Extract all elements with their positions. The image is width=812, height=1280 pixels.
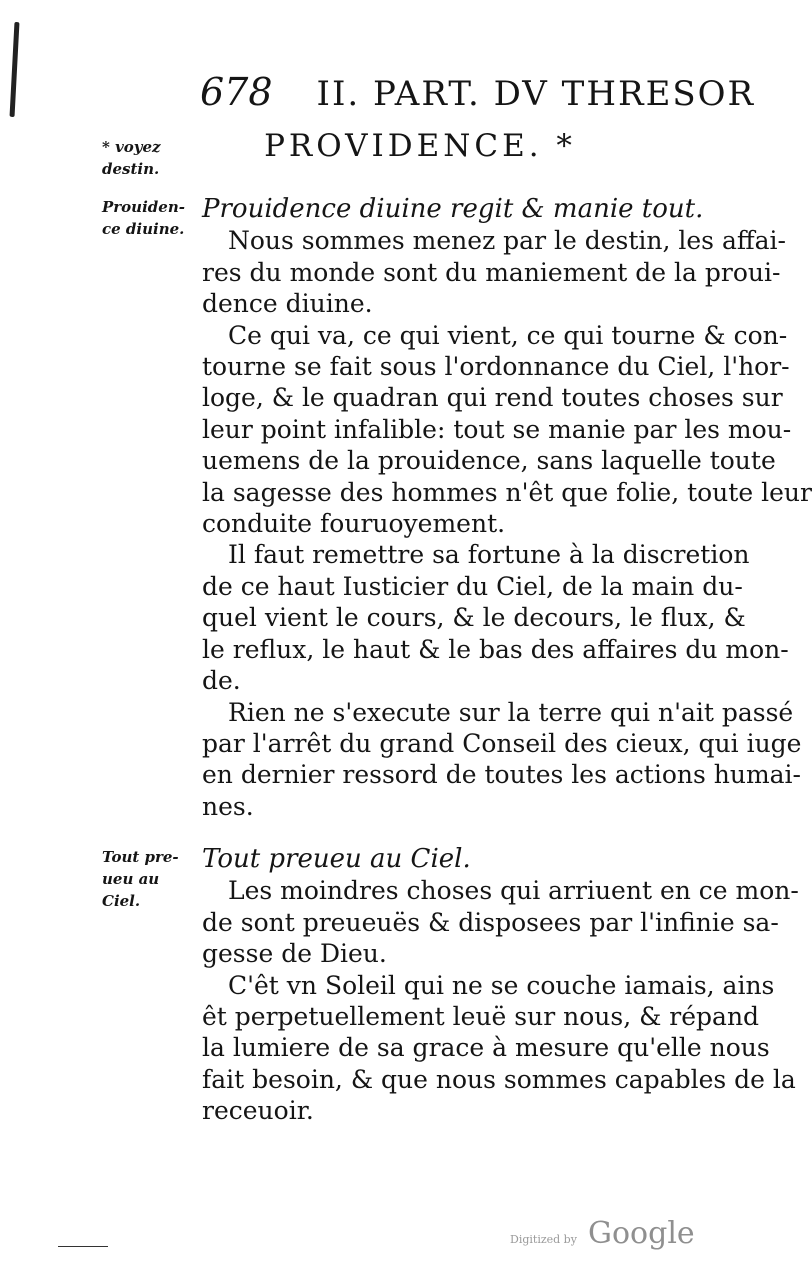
text-line: fait besoin, & que nous sommes capables de la <box>202 1064 796 1094</box>
section-heading: Tout preueu au Ciel. <box>202 844 471 874</box>
text-line: gesse de Dieu. <box>202 939 387 969</box>
text-line: en dernier ressord de toutes les actions humai- <box>202 760 801 790</box>
page-number: 678 <box>200 70 273 114</box>
marginal-line: ueu au <box>102 870 160 888</box>
text-line: par l'arrêt du grand Conseil des cieux, qui iuge <box>202 728 802 758</box>
text-line: dence diuine. <box>202 289 373 319</box>
text-line: de. <box>202 666 241 696</box>
section-heading: Prouidence diuine regit & manie tout. <box>202 194 704 224</box>
text-line: de ce haut Iusticier du Ciel, de la main du- <box>202 571 743 601</box>
text-line: loge, & le quadran qui rend toutes choses sur <box>202 383 783 413</box>
marginal-line: Prouiden- <box>102 198 185 216</box>
text-line: Ce qui va, ce qui vient, ce qui tourne & con- <box>228 320 788 350</box>
text-line: de sont preueuës & disposees par l'infinie sa- <box>202 907 779 937</box>
marginal-line: Tout pre- <box>102 848 179 866</box>
text-line: uemens de la prouidence, sans laquelle toute <box>202 446 776 476</box>
section-tout-preueu <box>202 844 799 1127</box>
text-line: Il faut remettre sa fortune à la discretion <box>228 540 750 570</box>
text-line: le reflux, le haut & le bas des affaires du mon- <box>202 634 789 664</box>
marginal-note-tout-preueu <box>102 846 179 912</box>
marginal-line: destin. <box>102 160 160 178</box>
section-prouidence <box>202 194 812 822</box>
text-line: conduite fouruoyement. <box>202 509 506 539</box>
text-line: quel vient le cours, & le decours, le flux, & <box>202 603 746 633</box>
text-line: Les moindres choses qui arriuent en ce mon- <box>228 876 799 906</box>
text-line: êt perpetuellement leuë sur nous, & répand <box>202 1002 760 1032</box>
section-title: PROVIDENCE. * <box>264 128 576 164</box>
running-head: II. PART. DV THRESOR <box>316 74 756 114</box>
marginal-line: Ciel. <box>102 892 141 910</box>
text-line: la lumiere de sa grace à mesure qu'elle nous <box>202 1033 770 1063</box>
text-line: la sagesse des hommes n'êt que folie, toute leur <box>202 477 812 507</box>
text-line: leur point infalible: tout se manie par les mou- <box>202 414 792 444</box>
page-edge-mark <box>10 22 20 117</box>
text-line: Rien ne s'execute sur la terre qui n'ait passé <box>228 697 794 727</box>
text-line: C'êt vn Soleil qui ne se couche iamais, ains <box>228 970 775 1000</box>
marginal-line: ce diuine. <box>102 220 185 238</box>
marginal-note-prouidence <box>102 196 185 240</box>
page-header <box>200 70 756 114</box>
text-line: receuoir. <box>202 1096 314 1126</box>
watermark-prefix: Digitized by <box>510 1233 577 1246</box>
marginal-note-voyez-destin <box>102 136 161 180</box>
digitized-watermark <box>510 1216 695 1251</box>
marginal-line: * voyez <box>102 138 161 156</box>
text-line: res du monde sont du maniement de la proui- <box>202 257 781 287</box>
text-line: nes. <box>202 791 254 821</box>
text-line: tourne se fait sous l'ordonnance du Ciel, l'hor- <box>202 352 790 382</box>
google-logo: Google <box>588 1216 695 1251</box>
text-line: Nous sommes menez par le destin, les affai- <box>228 226 786 256</box>
bottom-rule <box>58 1246 108 1247</box>
